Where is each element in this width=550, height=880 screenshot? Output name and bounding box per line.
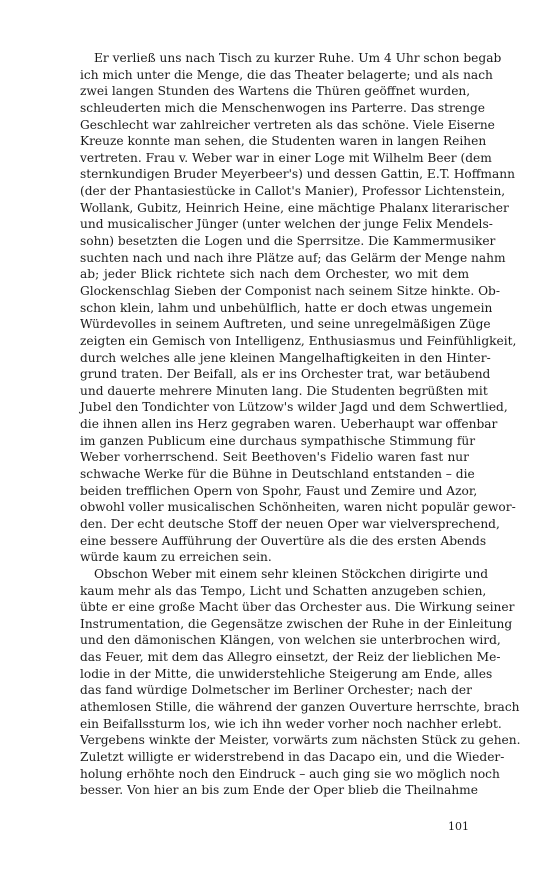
text-line: und musicalischer Jünger (unter welchen der junge Felix Mendels-: [80, 217, 493, 232]
text-line: ich mich unter die Menge, die das Theater belagerte; und als nach: [80, 67, 493, 82]
text-line: das Feuer, mit dem das Allegro einsetzt, der Reiz der lieblichen Me-: [80, 650, 501, 665]
text-line: besser. Von hier an bis zum Ende der Oper blieb die Theilnahme: [80, 783, 478, 798]
text-line: obwohl voller musicalischen Schönheiten, waren nicht populär gewor-: [80, 500, 516, 515]
text-line: und dauerte mehrere Minuten lang. Die Studenten begrüßten mit: [80, 383, 488, 398]
page-number: 101: [448, 820, 469, 833]
text-line: Er verließ uns nach Tisch zu kurzer Ruhe. Um 4 Uhr schon begab: [94, 51, 502, 65]
text-line: kaum mehr als das Tempo, Licht und Schatten anzugeben schien,: [80, 583, 487, 598]
text-line: sternkundigen Bruder Meyerbeer's) und dessen Gattin, E.T. Hoffmann: [80, 167, 515, 182]
text-line: würde kaum zu erreichen sein.: [80, 550, 272, 565]
text-line: zeigten ein Gemisch von Intelligenz, Enthusiasmus und Feinfühligkeit,: [80, 333, 517, 348]
text-line: Vergebens winkte der Meister, vorwärts zum nächsten Stück zu gehen.: [80, 733, 521, 748]
text-line: sohn) besetzten die Logen und die Sperrsitze. Die Kammermusiker: [80, 234, 496, 249]
text-line: schon klein, lahm und unbehülflich, hatte er doch etwas ungemein: [80, 300, 493, 315]
text-line: zwei langen Stunden des Wartens die Thüren geöffnet wurden,: [80, 84, 471, 99]
text-line: das fand würdige Dolmetscher im Berliner Orchester; nach der: [80, 683, 472, 698]
text-line: und den dämonischen Klängen, von welchen sie unterbrochen wird,: [80, 633, 501, 648]
text-line: Wollank, Gubitz, Heinrich Heine, eine mächtige Phalanx literarischer: [80, 200, 509, 215]
book-page-text: [80, 50, 521, 799]
text-line: Weber vorherrschend. Seit Beethoven's Fidelio waren fast nur: [80, 450, 469, 465]
text-line: übte er eine große Macht über das Orchester aus. Die Wirkung seiner: [80, 600, 515, 615]
text-line: die ihnen allen ins Herz gegraben waren. Ueberhaupt war offenbar: [80, 417, 498, 432]
paragraph-2: [80, 566, 521, 799]
text-line: schwache Werke für die Bühne in Deutschland entstanden – die: [80, 467, 475, 482]
text-line: suchten nach und nach ihre Plätze auf; das Gelärm der Menge nahm: [80, 250, 506, 265]
text-line: Obschon Weber mit einem sehr kleinen Stöckchen dirigirte und: [94, 566, 489, 581]
text-line: ab; jeder Blick richtete sich nach dem Orchester, wo mit dem: [80, 267, 469, 282]
text-line: beiden trefflichen Opern von Spohr, Faust und Zemire und Azor,: [80, 483, 478, 498]
text-line: (der der Phantasiestücke in Callot's Manier), Professor Lichtenstein,: [80, 184, 506, 199]
text-line: ein Beifallssturm los, wie ich ihn weder vorher noch nachher erlebt.: [80, 716, 502, 731]
text-line: athemlosen Stille, die während der ganzen Ouverture herrschte, brach: [80, 699, 520, 714]
text-line: durch welches alle jene kleinen Mangelhaftigkeiten in den Hinter-: [80, 350, 491, 365]
text-line: Würdevolles in seinem Auftreten, und seine unregelmäßigen Züge: [80, 317, 491, 332]
text-line: grund traten. Der Beifall, als er ins Orchester trat, war betäubend: [80, 367, 491, 382]
paragraph-1: [80, 50, 517, 566]
text-line: Kreuze konnte man sehen, die Studenten waren in langen Reihen: [80, 134, 487, 149]
text-line: Instrumentation, die Gegensätze zwischen der Ruhe in der Einleitung: [80, 616, 513, 631]
text-line: Glockenschlag Sieben der Componist nach seinem Sitze hinkte. Ob-: [80, 283, 500, 298]
text-line: vertreten. Frau v. Weber war in einer Loge mit Wilhelm Beer (dem: [80, 150, 492, 165]
text-line: den. Der echt deutsche Stoff der neuen Oper war vielversprechend,: [80, 516, 500, 531]
text-line: Geschlecht war zahlreicher vertreten als das schöne. Viele Eiserne: [80, 117, 495, 132]
text-line: schleuderten mich die Menschenwogen ins Parterre. Das strenge: [80, 100, 485, 115]
text-line: Zuletzt willigte er widerstrebend in das Dacapo ein, und die Wieder-: [80, 749, 505, 764]
text-line: Jubel den Tondichter von Lützow's wilder Jagd und dem Schwertlied,: [80, 400, 508, 415]
text-line: im ganzen Publicum eine durchaus sympathische Stimmung für: [80, 433, 476, 448]
text-line: lodie in der Mitte, die unwiderstehliche Steigerung am Ende, alles: [80, 666, 493, 681]
text-line: holung erhöhte noch den Eindruck – auch ging sie wo möglich noch: [80, 766, 500, 781]
text-line: eine bessere Aufführung der Ouvertüre als die des ersten Abends: [80, 533, 487, 548]
